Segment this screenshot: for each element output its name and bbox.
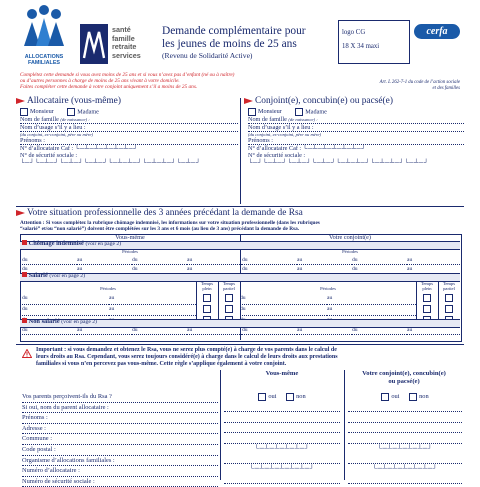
- temps-plein-checkbox[interactable]: [423, 305, 431, 313]
- title-line-1: Demande complémentaire pour: [162, 25, 306, 37]
- au-field[interactable]: au: [187, 265, 242, 274]
- attention-line: Attention : Si vous complétez la rubrique chômage indemnisé, les informations sur votre situation professionnelle (dans les rubriques: [20, 220, 320, 226]
- caf-logo: [18, 2, 70, 68]
- legal-ref: [340, 80, 460, 91]
- grid-line: [220, 370, 221, 480]
- digit-combs: └─┴─┴─┴─┴─┴─┘: [74, 145, 139, 153]
- du-field[interactable]: du: [22, 294, 109, 305]
- title-line-2: les jeunes de moins de 25 ans: [162, 38, 297, 50]
- parents-num-alloc-label: Numéro d’allocataire :: [22, 466, 218, 477]
- column-divider: [240, 98, 241, 204]
- au-field[interactable]: au: [77, 265, 132, 274]
- conjoint-parent-code-postal-input[interactable]: └─┴─┴─┴─┴─┘: [377, 444, 433, 452]
- periodes-label: Périodes: [320, 286, 336, 291]
- temps-partiel-checkbox[interactable]: [225, 305, 233, 313]
- table-row: [22, 256, 460, 265]
- parents-vous-answers: oui non └─┴─┴─┴─┴─┘ └─┴─┴─┴─┴─┴─┘: [224, 392, 340, 484]
- square-bullet-icon: [22, 318, 27, 323]
- monsieur-checkbox[interactable]: [20, 108, 28, 116]
- temps-partiel-checkbox[interactable]: [445, 294, 453, 302]
- du-field[interactable]: du: [242, 265, 297, 274]
- table-row: [22, 327, 460, 335]
- prenoms-field[interactable]: Prénoms :: [20, 137, 238, 145]
- important-note: [36, 347, 464, 368]
- parents-col-vous: Vous-même: [265, 370, 299, 377]
- au-field[interactable]: au: [327, 294, 416, 305]
- au-field[interactable]: au: [327, 305, 416, 316]
- digit-combs: └─┴─┴─┴─┴─┴─┘: [302, 145, 367, 153]
- parents-rsa-question: Vos parents perçoivent-ils du Rsa ?: [22, 392, 218, 403]
- parents-code-postal-label: Code postal :: [22, 445, 218, 456]
- num-allocataire-field[interactable]: N° d’allocataire Caf : └─┴─┴─┴─┴─┴─┘: [20, 145, 139, 153]
- parents-col-conjoint: Votre conjoint(e), concubin(e) ou pacsé(e): [362, 370, 446, 385]
- num-secu-field[interactable]: N° de sécurité sociale :: [20, 152, 78, 160]
- salarie-heading: Salarié (voir en page 2): [22, 272, 85, 279]
- nom-usage-note: (du conjoint, ex-conjoint, père ou mère): [20, 132, 94, 137]
- chomage-rows: [22, 256, 460, 274]
- logo-box-line-1: logo CG: [342, 29, 366, 36]
- allocataire-title: Allocataire (vous-même): [16, 96, 238, 107]
- msa-mark-icon: [80, 24, 108, 64]
- important-line: leurs droits au Rsa. Cependant, vous serez toujours considéré(e) à charge dans le calcul de leurs droits aux prestations: [36, 354, 338, 360]
- logo-box-line-2: 18 X 34 maxi: [342, 43, 380, 50]
- conjoint-nom-usage-note: (du conjoint, ex-conjoint, père ou mère): [248, 132, 322, 137]
- conjoint-parent-adresse-input[interactable]: [348, 423, 462, 434]
- parents-commune-label: Commune :: [22, 434, 218, 445]
- du-field[interactable]: du: [132, 327, 187, 335]
- au-field[interactable]: au: [187, 256, 242, 265]
- conjoint-parent-organisme-input[interactable]: [348, 454, 462, 465]
- au-field[interactable]: au: [77, 256, 132, 265]
- conjoint-nom-usage-field[interactable]: Nom d’usage s’il y a lieu :: [248, 124, 464, 132]
- intro-line: ou d’autres personnes à charge de moins de 25 ans vivant à votre domicile.: [20, 78, 180, 84]
- legal-line: Art. L 262-7-1 du code de l’action sociale: [379, 80, 460, 85]
- conjoint-prenoms-field[interactable]: Prénoms :: [248, 137, 464, 145]
- temps-plein-checkbox[interactable]: [203, 305, 211, 313]
- conjoint-parent-num-secu-input[interactable]: [348, 474, 462, 485]
- parents-organisme-label: Organisme d’allocations familiales :: [22, 456, 218, 467]
- periodes-label: Périodes: [122, 249, 138, 254]
- arrow-icon: [244, 98, 253, 104]
- parent-allocataire-label: Si oui, nom du parent allocataire :: [22, 403, 218, 414]
- caf-family-icon: [18, 2, 70, 52]
- du-field[interactable]: du: [352, 265, 407, 274]
- title-line-3: (Revenu de Solidarité Active): [162, 51, 253, 60]
- du-field[interactable]: du: [22, 327, 77, 335]
- msa-line: famille: [112, 33, 135, 43]
- divider: [16, 206, 464, 207]
- conjoint-temps-plein-header: Temps plein: [420, 281, 434, 292]
- temps-plein-checkbox[interactable]: [203, 294, 211, 302]
- au-field[interactable]: au: [407, 256, 460, 265]
- du-field[interactable]: du: [242, 256, 297, 265]
- arrow-icon: [16, 210, 25, 216]
- temps-plein-header: Temps plein: [200, 281, 214, 292]
- au-field[interactable]: au: [109, 305, 196, 316]
- square-bullet-icon: [22, 272, 27, 277]
- parents-adresse-label: Adresse :: [22, 424, 218, 435]
- conjoint-parents-rsa-non-checkbox[interactable]: [409, 393, 417, 401]
- divider: [16, 344, 464, 345]
- chomage-heading: Chômage indemnisé (voir en page 2): [22, 240, 121, 247]
- du-field[interactable]: du: [22, 305, 109, 316]
- parents-num-secu-label: Numéro de sécurité sociale :: [22, 477, 218, 487]
- allocataire-section: Allocataire (vous-même) Monsieur Madame Nom de famille (de naissance) : Nom d’usage s’il y a lieu : (du conjoint, ex-conjoint, père ou mère) Prénoms : N° d’allocataire Caf : └─┴─┴─┴─┴─┴─┘ N° de sécurité sociale : └─┘└─┴─┘└─┴─┘└─┴─┘└─┴─┴─┘└─┴─┴─┘└─┴─┘: [16, 96, 238, 166]
- conjoint-section: Conjoint(e), concubin(e) ou pacsé(e) Monsieur Madame Nom de famille (de naissance) : Nom d’usage s’il y a lieu : (du conjoint, ex-conjoint, père ou mère) Prénoms : N° d’allocataire Caf : └─┴─┴─┴─┴─┴─┘ N° de sécurité sociale : └─┘└─┴─┘└─┴─┘└─┴─┘└─┴─┴─┘└─┴─┴─┘└─┴─┘: [244, 96, 464, 166]
- square-bullet-icon: [22, 240, 27, 245]
- du-field[interactable]: du: [22, 256, 77, 265]
- nom-usage-field[interactable]: Nom d’usage s’il y a lieu :: [20, 124, 238, 132]
- parents-rsa-non-checkbox[interactable]: [286, 393, 294, 401]
- msa-logo: [80, 24, 108, 64]
- intro-line: Complétez cette demande si vous avez moins de 25 ans et si vous n’avez pas d’enfant (né ou à naître): [20, 72, 235, 78]
- du-field[interactable]: du: [240, 305, 327, 316]
- parent-name-input[interactable]: [224, 402, 340, 413]
- table-row: [22, 305, 460, 316]
- msa-line: retraite: [112, 42, 137, 52]
- attention-note: [20, 220, 464, 232]
- parent-num-secu-input[interactable]: [224, 474, 340, 485]
- conjoint-num-allocataire-field[interactable]: N° d’allocataire Caf : └─┴─┴─┴─┴─┴─┘: [248, 145, 367, 153]
- conjoint-parent-num-alloc-input[interactable]: └─┴─┴─┴─┴─┴─┘: [372, 465, 438, 473]
- parent-organisme-input[interactable]: [224, 454, 340, 465]
- du-field[interactable]: du: [352, 327, 407, 335]
- legal-line: et des familles: [432, 85, 460, 91]
- periodes-label: Périodes: [342, 249, 358, 254]
- grid-line: [344, 370, 345, 480]
- parent-code-postal-input[interactable]: └─┴─┴─┴─┴─┘: [254, 444, 310, 452]
- au-field[interactable]: au: [297, 256, 352, 265]
- parent-num-alloc-input[interactable]: └─┴─┴─┴─┴─┴─┘: [249, 465, 315, 473]
- conjoint-monsieur-checkbox[interactable]: [248, 108, 256, 116]
- du-field[interactable]: du: [352, 256, 407, 265]
- non-salarie-rows: [22, 327, 460, 335]
- temps-partiel-checkbox[interactable]: [445, 305, 453, 313]
- parent-commune-input[interactable]: [224, 433, 340, 444]
- au-field[interactable]: au: [77, 327, 132, 335]
- parents-conjoint-answers: oui non └─┴─┴─┴─┴─┘ └─┴─┴─┴─┴─┴─┘: [348, 392, 462, 484]
- cerfa-logo: [414, 24, 460, 39]
- au-field[interactable]: au: [297, 327, 352, 335]
- au-field[interactable]: au: [407, 265, 460, 274]
- du-field[interactable]: du: [240, 294, 327, 305]
- cerfa-label: cerfa: [426, 26, 448, 37]
- du-field[interactable]: du: [22, 265, 77, 274]
- parents-prenoms-label: Prénoms :: [22, 413, 218, 424]
- conjoint-num-secu-field[interactable]: N° de sécurité sociale :: [248, 152, 306, 160]
- situation-title: Votre situation professionnelle des 3 années précédant la demande de Rsa: [16, 208, 303, 219]
- au-field[interactable]: au: [297, 265, 352, 274]
- attention-line: “salarié” et/ou “non salarié”) doivent être complétées sur les 3 ans et 6 mois (au lieu de 3 ans) précédant la demande de Rsa.: [20, 226, 300, 233]
- col-vous: Vous-même: [115, 234, 145, 241]
- conjoint-parent-prenoms-input[interactable]: [348, 412, 462, 423]
- au-field[interactable]: au: [109, 294, 196, 305]
- parents-labels: [22, 392, 218, 487]
- col-conjoint: Votre conjoint(e): [329, 234, 371, 241]
- salarie-bar: [20, 273, 460, 282]
- conjoint-parent-name-input[interactable]: [348, 402, 462, 413]
- conjoint-madame-checkbox[interactable]: [295, 108, 303, 116]
- num-secu-combs: └─┘└─┴─┘└─┴─┘└─┴─┘└─┴─┴─┘└─┴─┴─┘└─┴─┘: [20, 159, 201, 167]
- conjoint-num-secu-combs: └─┘└─┴─┘└─┴─┘└─┴─┘└─┴─┴─┘└─┴─┴─┘└─┴─┘: [248, 159, 429, 167]
- temps-plein-checkbox[interactable]: [423, 294, 431, 302]
- important-line: familiales si vous n’en percevez pas vous-même. Cette règle s’applique également à votre conjoint.: [36, 361, 287, 367]
- caf-label: ALLOCATIONS FAMILIALES: [24, 54, 64, 66]
- du-field[interactable]: du: [132, 256, 187, 265]
- intro-line: Faites compléter cette demande à votre conjoint uniquement s’il a moins de 25 ans.: [20, 84, 198, 90]
- nom-famille-field[interactable]: Nom de famille (de naissance) :: [20, 116, 238, 124]
- conjoint-nom-famille-field[interactable]: Nom de famille (de naissance) :: [248, 116, 464, 124]
- conjoint-parents-rsa-oui-checkbox[interactable]: [381, 393, 389, 401]
- du-field[interactable]: du: [132, 265, 187, 274]
- logo-cg-box: [338, 20, 410, 64]
- temps-partiel-checkbox[interactable]: [225, 294, 233, 302]
- madame-checkbox[interactable]: [67, 108, 75, 116]
- du-field[interactable]: du: [242, 327, 297, 335]
- parents-rsa-oui-checkbox[interactable]: [258, 393, 266, 401]
- table-row: [22, 294, 460, 305]
- conjoint-parent-commune-input[interactable]: [348, 433, 462, 444]
- msa-text: [112, 26, 141, 60]
- important-line: Important : si vous demandez et obtenez le Rsa, vous ne serez plus compté(e) à charge de vos parents dans le calcul de: [36, 347, 337, 353]
- parent-prenoms-input[interactable]: [224, 412, 340, 423]
- msa-line: santé: [112, 25, 131, 34]
- conjoint-title: Conjoint(e), concubin(e) ou pacsé(e): [244, 96, 464, 107]
- au-field[interactable]: au: [187, 327, 242, 335]
- conjoint-temps-partiel-header: Temps partiel: [442, 281, 456, 292]
- page-title: [162, 25, 340, 61]
- warning-icon: [22, 349, 32, 358]
- non-salarie-heading: Non salarié (voir en page 2): [22, 318, 97, 325]
- periodes-label: Périodes: [100, 286, 116, 291]
- temps-partiel-header: Temps partiel: [222, 281, 236, 292]
- parent-adresse-input[interactable]: [224, 423, 340, 434]
- arrow-icon: [16, 98, 25, 104]
- au-field[interactable]: au: [407, 327, 460, 335]
- intro-text: [20, 72, 340, 90]
- msa-line: services: [112, 50, 141, 60]
